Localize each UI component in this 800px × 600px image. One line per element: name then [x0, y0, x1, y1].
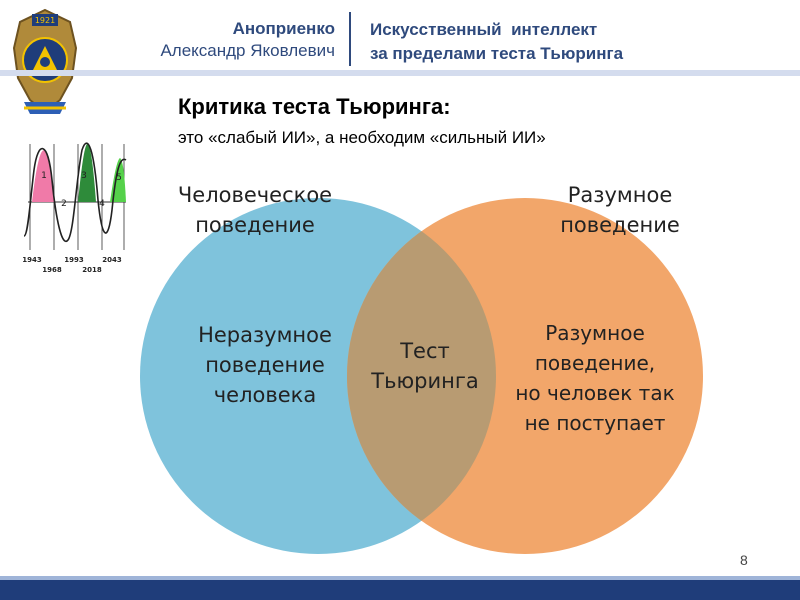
rational-behavior-label: Разумное поведение: [560, 183, 680, 237]
phase-label-2: 2: [61, 199, 67, 209]
topic-line-2: за пределами теста Тьюринга: [370, 44, 624, 63]
author-surname: Аноприенко: [232, 19, 335, 38]
presentation-topic: [370, 18, 623, 66]
phase-label-1: 1: [41, 171, 47, 181]
footer-accent: [0, 576, 800, 580]
rational-nonhuman-label: Разумное поведение, но человек так не поступает: [515, 321, 675, 435]
header-rule: [0, 70, 800, 76]
phase-label-4: 4: [99, 199, 105, 209]
slide-subtitle: это «слабый ИИ», а необходим «сильный ИИ»: [178, 128, 546, 147]
topic-line-1: Искусственный интеллект: [370, 20, 598, 39]
irrational-human-label: Неразумное поведение человека: [198, 323, 332, 407]
cycle-chart: [22, 140, 132, 280]
phase-label-3: 3: [81, 171, 87, 181]
phase-label-5: 5: [116, 173, 122, 183]
human-behavior-label: Человеческое поведение: [177, 183, 333, 237]
page-number: 8: [740, 552, 748, 568]
emblem-years: 1921: [34, 16, 56, 25]
turing-test-label: Тест Тьюринга: [371, 339, 479, 393]
university-badge-icon: [10, 8, 80, 126]
year-label-2018: 2018: [82, 266, 102, 274]
year-label-2043: 2043: [102, 256, 122, 264]
year-label-1968: 1968: [42, 266, 62, 274]
author-name: Александр Яковлевич: [160, 41, 335, 60]
slide-title: Критика теста Тьюринга:: [178, 94, 451, 119]
year-label-1993: 1993: [64, 256, 84, 264]
header-divider: [349, 12, 351, 66]
author-block: [160, 18, 335, 62]
year-label-1943: 1943: [22, 256, 42, 264]
